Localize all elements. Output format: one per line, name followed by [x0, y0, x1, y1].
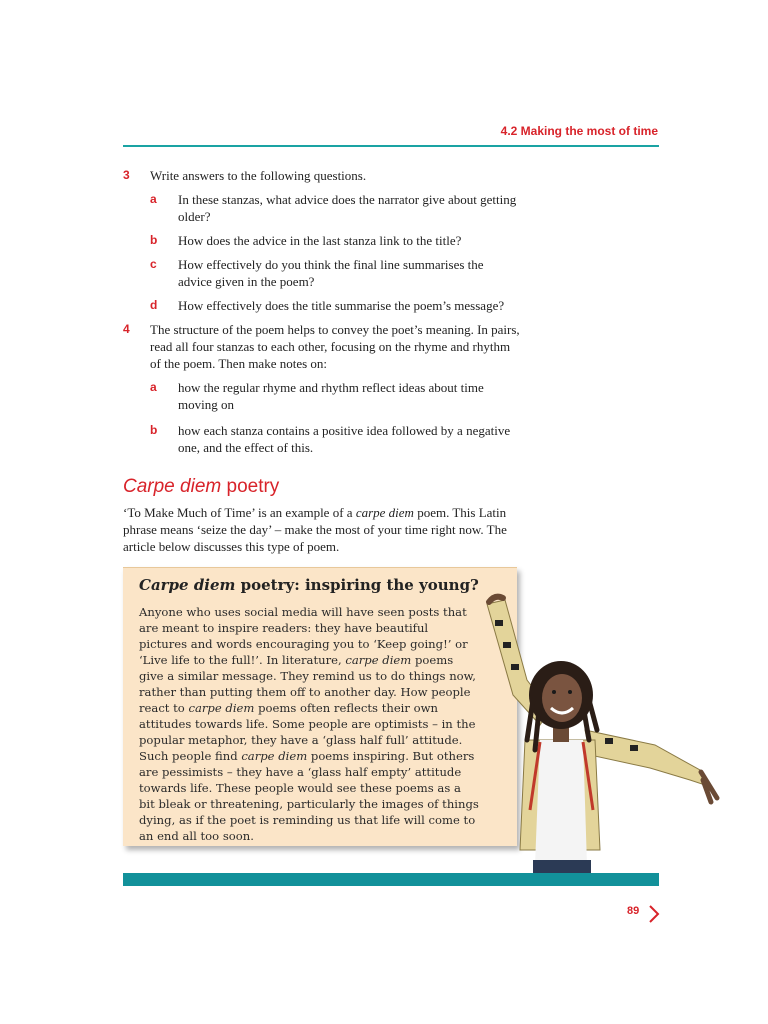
chevron-right-icon	[648, 904, 660, 924]
intro-text: poem. This Latin phrase means ‘seize the day’ – make the most of your time right now. The article below discusses this type of poem.	[123, 505, 507, 554]
sub-text: In these stanzas, what advice does the narrator give about getting older?	[178, 192, 517, 224]
article-text: Anyone who uses social media will have seen posts that are meant to inspire readers: they have beautiful pictures and words encouraging you to ‘Keep going!’ or ‘Live life to the full!’. In literature,	[139, 605, 468, 667]
question-number: 4	[123, 322, 130, 336]
article-title	[139, 576, 479, 594]
section-heading-italic: Carpe diem	[123, 476, 222, 497]
section-heading	[123, 476, 279, 498]
article-italic: carpe diem	[345, 653, 412, 667]
article-italic: carpe diem	[241, 749, 308, 763]
header-rule	[123, 145, 659, 147]
article-text: poems often reflects their own attitudes towards life. Some people are optimists – in the popular metaphor, they have a ‘glass half full’ attitude. Such people find	[139, 701, 476, 763]
section-intro	[123, 504, 508, 555]
sub-letter: c	[150, 257, 157, 271]
article-box	[123, 567, 517, 846]
sub-letter: a	[150, 192, 157, 206]
sub-text: how each stanza contains a positive idea followed by a negative one, and the effect of this.	[178, 423, 511, 455]
sub-text: How does the advice in the last stanza link to the title?	[178, 233, 462, 248]
sub-letter: d	[150, 298, 158, 312]
sub-letter: b	[150, 233, 158, 247]
question-number: 3	[123, 168, 130, 182]
article-italic: carpe diem	[188, 701, 255, 715]
intro-italic: carpe diem	[355, 505, 414, 520]
sub-text: How effectively does the title summarise the poem’s message?	[178, 298, 505, 313]
question-text: Write answers to the following questions.	[150, 168, 367, 183]
article-body	[139, 604, 479, 844]
question-3	[123, 167, 523, 317]
intro-text: ‘To Make Much of Time’ is an example of a	[123, 505, 356, 520]
article-title-rest: poetry: inspiring the young?	[235, 576, 479, 594]
page-number: 89	[627, 905, 640, 917]
question-4	[123, 321, 523, 461]
section-heading-rest: poetry	[221, 476, 280, 497]
article-text: poems inspiring. But others are pessimists – they have a ‘glass half empty’ attitude towards life. These people would see these poems as a bit bleak or threatening, particularly the images of things dying, as if the poet is reminding us that life will come to an end all too soon.	[139, 749, 479, 843]
running-header: 4.2 Making the most of time	[500, 124, 658, 138]
question-text: The structure of the poem helps to convey the poet’s meaning. In pairs, read all four stanzas to each other, focusing on the rhyme and rhythm of the poem. Then make notes on:	[150, 322, 520, 371]
bottom-bar	[123, 873, 659, 886]
sub-letter: b	[150, 423, 158, 437]
sub-text: how the regular rhyme and rhythm reflect ideas about time moving on	[178, 380, 484, 412]
sub-text: How effectively do you think the final line summarises the advice given in the poem?	[178, 257, 484, 289]
article-title-italic: Carpe diem	[139, 576, 236, 594]
student-photo	[465, 590, 725, 880]
article-text: poems give a similar message. They remind us to do things now, rather than putting them off to another day. How people react to	[139, 653, 476, 715]
sub-letter: a	[150, 380, 157, 394]
